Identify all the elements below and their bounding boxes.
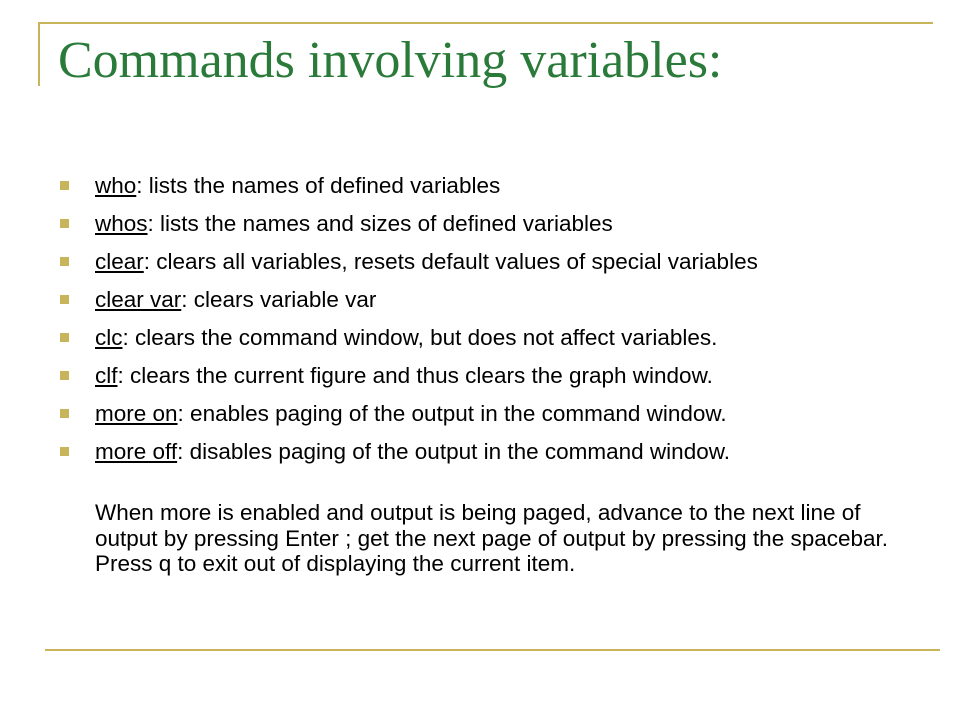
command-name: whos [95,211,148,236]
square-bullet-icon [60,409,69,418]
command-description: : clears all variables, resets default values of special variables [143,249,758,274]
command-description: : disables paging of the output in the command window. [177,439,730,464]
command-name: clear [95,249,144,274]
command-description: : enables paging of the output in the command window. [177,401,727,426]
list-item-clear [60,249,920,274]
command-name: who [95,173,137,198]
command-description: : clears the current figure and thus clears the graph window. [117,363,713,388]
square-bullet-icon [60,219,69,228]
command-description: : clears variable var [181,287,377,312]
command-name: clf [95,363,118,388]
square-bullet-icon [60,181,69,190]
command-name: clear var [95,287,182,312]
list-item-whos [60,211,920,236]
command-description: : lists the names and sizes of defined variables [147,211,613,236]
list-item-clf [60,363,920,388]
left-rule [38,22,40,86]
paging-note: When more is enabled and output is being paged, advance to the next line of output by pressing Enter ; get the next page of output by pressing the spacebar. Press q to exit out of displaying the current item. [95,500,889,576]
square-bullet-icon [60,447,69,456]
list-item-more-on [60,401,920,426]
list-item-more-off [60,439,920,464]
command-description: : lists the names of defined variables [136,173,501,198]
list-item-clc [60,325,920,350]
list-item-who [60,173,920,198]
command-name: clc [95,325,123,350]
list-item-clear-var [60,287,920,312]
top-rule [38,22,933,24]
slide-title: Commands involving variables: [58,32,723,89]
command-name: more off [95,439,178,464]
command-name: more on [95,401,178,426]
bottom-rule [45,649,940,651]
square-bullet-icon [60,333,69,342]
square-bullet-icon [60,295,69,304]
square-bullet-icon [60,371,69,380]
command-list [60,173,920,477]
command-description: : clears the command window, but does not affect variables. [122,325,718,350]
square-bullet-icon [60,257,69,266]
